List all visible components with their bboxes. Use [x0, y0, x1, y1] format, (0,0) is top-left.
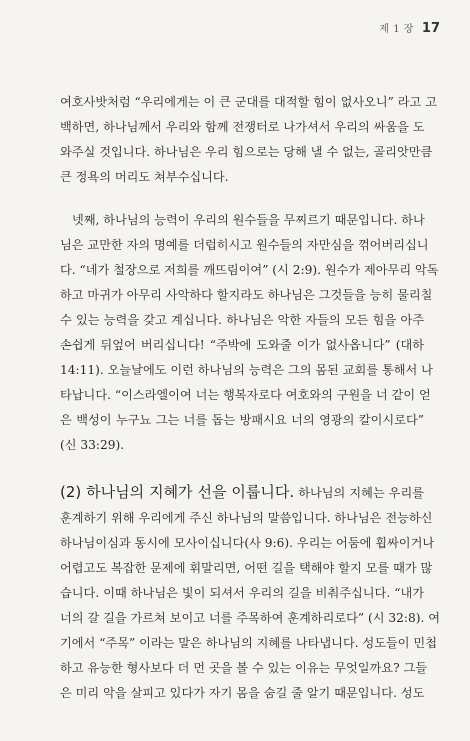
- text-line: 14:11). 오늘날에도 이런 하나님의 능력은 그의 몸된 교회를 통해서 나: [60, 363, 433, 377]
- text-line: 큰 정욕의 머리도 쳐부수십니다.: [60, 170, 229, 184]
- section-heading: (2) 하나님의 지혜가 선을 이룹니다.: [60, 483, 295, 501]
- text-line: 와주실 것입니다. 하나님은 우리 힘으로는 당해 낼 수 없는, 골리앗만큼: [60, 145, 433, 159]
- text-line: 훈계하기 위해 우리에게 주신 하나님의 말씀입니다. 하나님은 전능하신: [60, 511, 433, 525]
- chapter-label: 제 1 장: [379, 24, 414, 35]
- text-line: 여호사밧처럼 “우리에게는 이 큰 군대를 대적할 힘이 없사오니” 라고 고: [60, 95, 437, 109]
- text-line: 기에서 “주목” 이라는 말은 하나님의 지혜를 나타냅니다. 성도들이 민첩: [60, 636, 437, 650]
- text-run: 하나님의 지혜는 우리를: [298, 486, 425, 500]
- text-line: 하고 유능한 형사보다 더 먼 곳을 볼 수 있는 이유는 무엇일까요? 그들: [60, 661, 428, 675]
- text-line: 넷째, 하나님의 능력이 우리의 원수들을 무찌르기 때문입니다. 하나: [72, 213, 425, 227]
- running-head: [379, 20, 440, 36]
- text-line: 너의 갈 길을 가르쳐 보이고 너를 주목하여 훈계하리로다” (시 32:8). 여: [60, 611, 441, 625]
- page-number: 17: [421, 21, 440, 36]
- text-line: 은 미리 악을 살피고 있다가 자기 몸을 숨길 줄 알기 때문입니다. 성도: [60, 686, 425, 700]
- text-line: 다. “네가 철장으로 저희를 깨뜨림이여” (시 2:9). 원수가 제아무리 악독: [60, 263, 439, 277]
- paragraph-1: [60, 90, 437, 190]
- text-line: 손쉽게 뒤엎어 버리십니다! “주박에 도와줄 이가 없사옵니다” (대하: [60, 338, 424, 352]
- text-line: (신 33:29).: [60, 438, 125, 452]
- paragraph-2: [60, 208, 439, 458]
- text-line: 타납니다. “이스라엘이여 너는 행복자로다 여호와의 구원을 너 같이 얻: [60, 388, 431, 402]
- text-line: 수 있는 능력을 갖고 계십니다. 하나님은 악한 자들의 모든 힘을 아주: [60, 313, 424, 327]
- paragraph-3: [60, 480, 441, 706]
- text-line: [60, 480, 424, 506]
- text-line: 하나님이심과 동시에 모사이십니다(사 9:6). 우리는 어둠에 휩싸이거나: [60, 536, 435, 550]
- text-line: 어렵고도 복잡한 문제에 휘말리면, 어떤 길을 택해야 할지 모를 때가 많: [60, 561, 433, 575]
- text-line: 님은 교만한 자의 명예를 더럽히시고 원수들의 자만심을 꺾어버리십니: [60, 238, 429, 252]
- text-line: 하고 마귀가 아무리 사악하다 할지라도 하나님은 그것들을 능히 물리칠: [60, 288, 433, 302]
- text-line: 백하면, 하나님께서 우리와 함께 전쟁터로 나가셔서 우리의 싸움을 도: [60, 120, 425, 134]
- text-line: 습니다. 이때 하나님은 빛이 되셔서 우리의 길을 비춰주십니다. “내가: [60, 586, 424, 600]
- text-line: 은 백성이 누구뇨 그는 너를 돕는 방패시요 너의 영광의 칼이시로다”: [60, 413, 424, 427]
